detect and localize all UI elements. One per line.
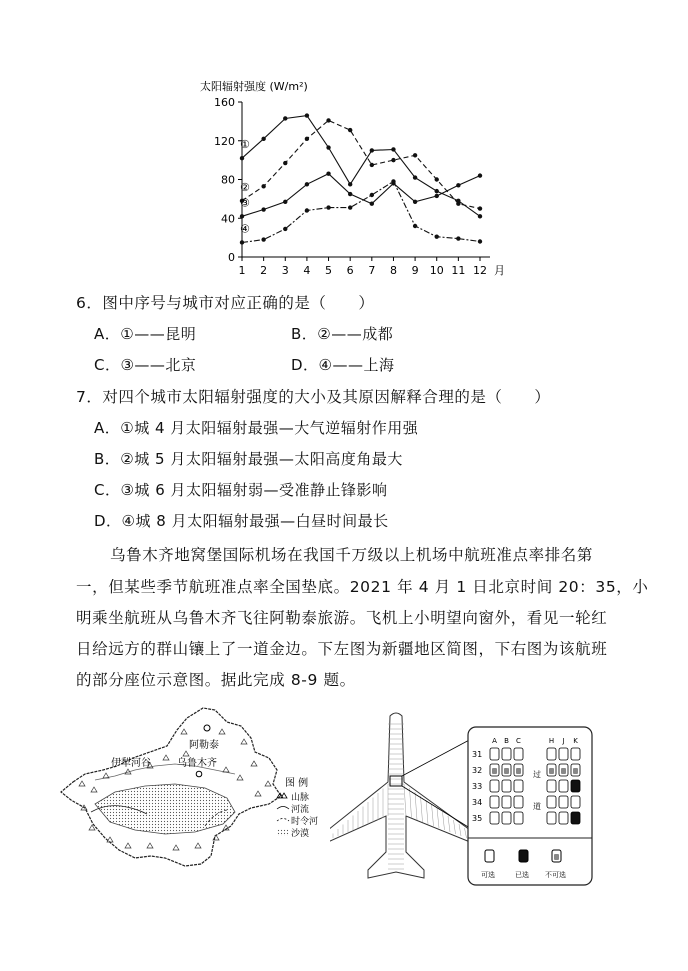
svg-text:山脉: 山脉 bbox=[291, 793, 310, 803]
data-point bbox=[370, 163, 374, 167]
q6-option-c[interactable]: C．③——北京 bbox=[94, 356, 197, 374]
data-point bbox=[348, 128, 352, 132]
seat-row-label: 31 bbox=[472, 750, 483, 759]
seat-31B[interactable] bbox=[502, 748, 511, 760]
seat-34H[interactable] bbox=[547, 796, 556, 808]
city-urumqi: 乌鲁木齐 bbox=[177, 758, 217, 769]
data-point bbox=[348, 205, 352, 209]
data-point bbox=[305, 137, 309, 141]
svg-text:时令河: 时令河 bbox=[291, 817, 319, 827]
q7-stem: 7．对四个城市太阳辐射强度的大小及其原因解释合理的是（ ） bbox=[76, 388, 551, 406]
seat-col-label: J bbox=[562, 737, 565, 745]
data-point bbox=[326, 145, 330, 149]
mountain-icon bbox=[79, 781, 85, 786]
seat-34A[interactable] bbox=[490, 796, 499, 808]
seat-35J[interactable] bbox=[559, 812, 568, 824]
seat-35A[interactable] bbox=[490, 812, 499, 824]
q6-option-d[interactable]: D．④——上海 bbox=[291, 356, 395, 374]
seat-35C[interactable] bbox=[514, 812, 523, 824]
legend-selected-seat bbox=[519, 850, 528, 862]
data-point bbox=[413, 200, 417, 204]
data-point bbox=[305, 113, 309, 117]
series-label-3: ③ bbox=[240, 196, 250, 210]
data-point bbox=[326, 171, 330, 175]
legend-available-seat bbox=[485, 850, 494, 862]
seat-row-label: 33 bbox=[472, 782, 483, 791]
legend-seasonal-river bbox=[277, 815, 318, 827]
seat-col-label: C bbox=[516, 737, 521, 745]
data-point bbox=[456, 199, 460, 203]
legend-available: 可选 bbox=[481, 871, 495, 879]
seat-34J[interactable] bbox=[559, 796, 568, 808]
mountain-icon bbox=[147, 843, 153, 848]
urumqi-marker bbox=[196, 771, 202, 777]
data-point bbox=[370, 148, 374, 152]
x-tick-label: 5 bbox=[325, 264, 333, 277]
passage-line-5: 的部分座位示意图。据此完成 8-9 题。 bbox=[76, 671, 356, 689]
seat-33K[interactable] bbox=[571, 780, 580, 792]
q7-option-a[interactable]: A．①城 4 月太阳辐射最强—大气逆辐射作用强 bbox=[94, 419, 419, 437]
mountain-icon bbox=[219, 729, 225, 734]
mountain-icon bbox=[107, 837, 113, 842]
seat-33H[interactable] bbox=[547, 780, 556, 792]
seat-31C[interactable] bbox=[514, 748, 523, 760]
seat-row-label: 32 bbox=[472, 766, 483, 775]
series-line-2 bbox=[242, 120, 480, 208]
y-tick-label: 80 bbox=[221, 173, 235, 187]
x-tick-label: 11 bbox=[451, 264, 466, 277]
xinjiang-map bbox=[55, 700, 325, 880]
seat-34B[interactable] bbox=[502, 796, 511, 808]
airplane-diagram bbox=[330, 712, 483, 892]
data-point bbox=[261, 184, 265, 188]
data-point bbox=[261, 137, 265, 141]
mountain-icon bbox=[183, 751, 189, 756]
y-tick-label: 160 bbox=[214, 96, 235, 109]
solar-radiation-chart bbox=[190, 74, 520, 284]
mountain-icon bbox=[181, 729, 187, 734]
data-point bbox=[326, 205, 330, 209]
seat-col-label: A bbox=[492, 737, 497, 745]
x-tick-label: 2 bbox=[260, 264, 268, 277]
series-line-4 bbox=[242, 181, 480, 242]
seat-row-label: 34 bbox=[472, 798, 483, 807]
y-tick-label: 120 bbox=[214, 134, 235, 148]
seat-33B[interactable] bbox=[502, 780, 511, 792]
data-point bbox=[413, 153, 417, 157]
seat-35H[interactable] bbox=[547, 812, 556, 824]
y-tick-label: 0 bbox=[228, 251, 235, 264]
mountain-icon bbox=[125, 843, 131, 848]
data-point bbox=[478, 239, 482, 243]
data-point bbox=[435, 177, 439, 181]
x-tick-label: 1 bbox=[238, 264, 246, 277]
seat-col-label: B bbox=[504, 737, 509, 745]
mountain-icon bbox=[251, 761, 257, 766]
seat-31K[interactable] bbox=[571, 748, 580, 760]
data-point bbox=[305, 182, 309, 186]
data-point bbox=[391, 158, 395, 162]
series-label-1: ① bbox=[240, 138, 250, 152]
data-point bbox=[283, 116, 287, 120]
svg-text:河流: 河流 bbox=[291, 805, 310, 815]
series-label-2: ② bbox=[240, 180, 250, 194]
x-tick-label: 6 bbox=[346, 264, 354, 277]
map-legend-title: 图 例 bbox=[285, 778, 309, 789]
x-tick-label: 12 bbox=[473, 264, 487, 277]
aisle-label-1: 过 bbox=[533, 770, 541, 779]
chart-ylabel: 太阳辐射强度 (W/m²) bbox=[200, 80, 308, 93]
mountain-icon bbox=[265, 781, 271, 786]
data-point bbox=[348, 182, 352, 186]
q7-option-d[interactable]: D．④城 8 月太阳辐射最强—白昼时间最长 bbox=[94, 512, 389, 530]
q7-option-b[interactable]: B．②城 5 月太阳辐射最强—太阳高度角最大 bbox=[94, 450, 403, 468]
mountain-icon bbox=[91, 787, 97, 792]
seat-33A[interactable] bbox=[490, 780, 499, 792]
legend-selected: 已选 bbox=[515, 871, 529, 879]
altay-marker bbox=[204, 725, 210, 731]
data-point bbox=[283, 200, 287, 204]
seat-34K[interactable] bbox=[571, 796, 580, 808]
x-tick-label: 7 bbox=[368, 264, 376, 277]
data-point bbox=[456, 183, 460, 187]
mountain-icon bbox=[223, 767, 229, 772]
data-point bbox=[435, 194, 439, 198]
data-point bbox=[283, 227, 287, 231]
mountain-icon bbox=[237, 775, 243, 780]
q7-option-c[interactable]: C．③城 6 月太阳辐射弱—受准静止锋影响 bbox=[94, 481, 388, 499]
seat-row-label: 35 bbox=[472, 814, 483, 823]
data-point bbox=[478, 173, 482, 177]
city-altay: 阿勒泰 bbox=[189, 740, 219, 751]
seat-31A[interactable] bbox=[490, 748, 499, 760]
aisle-label-2: 道 bbox=[533, 802, 541, 811]
legend-mountain bbox=[277, 791, 309, 803]
data-point bbox=[261, 207, 265, 211]
chart-xlabel: 月 bbox=[494, 264, 505, 277]
data-point bbox=[240, 240, 244, 244]
q6-stem: 6．图中序号与城市对应正确的是（ ） bbox=[76, 294, 375, 312]
data-point bbox=[435, 189, 439, 193]
data-point bbox=[348, 192, 352, 196]
passage-line-3: 明乘坐航班从乌鲁木齐飞往阿勒泰旅游。飞机上小明望向窗外，看见一轮红 bbox=[76, 609, 608, 627]
seat-31H[interactable] bbox=[547, 748, 556, 760]
series-line-1 bbox=[242, 116, 350, 185]
mountain-icon bbox=[195, 843, 201, 848]
data-point bbox=[240, 156, 244, 160]
x-tick-label: 8 bbox=[389, 264, 397, 277]
x-tick-label: 9 bbox=[411, 264, 419, 277]
seat-33J[interactable] bbox=[559, 780, 568, 792]
data-point bbox=[240, 214, 244, 218]
seat-35B[interactable] bbox=[502, 812, 511, 824]
data-point bbox=[435, 234, 439, 238]
seat-31J[interactable] bbox=[559, 748, 568, 760]
x-tick-label: 10 bbox=[429, 264, 444, 277]
data-point bbox=[456, 236, 460, 240]
mountain-icon bbox=[173, 845, 179, 850]
q6-option-b[interactable]: B．②——成都 bbox=[291, 325, 394, 343]
data-point bbox=[283, 161, 287, 165]
seat-col-label: H bbox=[548, 737, 555, 745]
data-point bbox=[326, 118, 330, 122]
y-tick-label: 40 bbox=[221, 212, 235, 226]
city-yili: 伊犁河谷 bbox=[111, 758, 151, 769]
seat-map bbox=[467, 726, 593, 886]
airplane-body bbox=[330, 713, 470, 878]
data-point bbox=[370, 193, 374, 197]
mountain-icon bbox=[163, 755, 169, 760]
data-point bbox=[391, 147, 395, 151]
seat-zone-marker bbox=[390, 776, 402, 786]
data-point bbox=[413, 175, 417, 179]
passage-line-4: 日给远方的群山镶上了一道金边。下左图为新疆地区简图，下右图为该航班 bbox=[76, 640, 608, 658]
x-tick-label: 4 bbox=[303, 264, 311, 277]
seat-34C[interactable] bbox=[514, 796, 523, 808]
series-label-4: ④ bbox=[240, 222, 250, 236]
data-point bbox=[391, 179, 395, 183]
legend-desert bbox=[277, 827, 309, 839]
data-point bbox=[305, 208, 309, 212]
svg-text:沙漠: 沙漠 bbox=[291, 829, 310, 839]
data-point bbox=[370, 202, 374, 206]
data-point bbox=[478, 206, 482, 210]
seat-col-label: K bbox=[573, 737, 578, 745]
seat-33C[interactable] bbox=[514, 780, 523, 792]
legend-unavailable: 不可选 bbox=[545, 871, 566, 879]
mountain-icon bbox=[255, 791, 261, 796]
mountain-icon bbox=[241, 739, 247, 744]
x-tick-label: 3 bbox=[281, 264, 289, 277]
passage-line-1: 乌鲁木齐地窝堡国际机场在我国千万级以上机场中航班准点率排名第 bbox=[110, 546, 594, 564]
passage-line-2: 一，但某些季节航班准点率全国垫底。2021 年 4 月 1 日北京时间 20：35，小 bbox=[76, 578, 649, 596]
data-point bbox=[478, 214, 482, 218]
desert-area bbox=[95, 784, 235, 834]
series-line-1-continued bbox=[350, 150, 480, 217]
legend-river bbox=[277, 803, 309, 815]
q6-option-a[interactable]: A．①——昆明 bbox=[94, 325, 197, 343]
seat-35K[interactable] bbox=[571, 812, 580, 824]
data-point bbox=[261, 237, 265, 241]
data-point bbox=[413, 224, 417, 228]
